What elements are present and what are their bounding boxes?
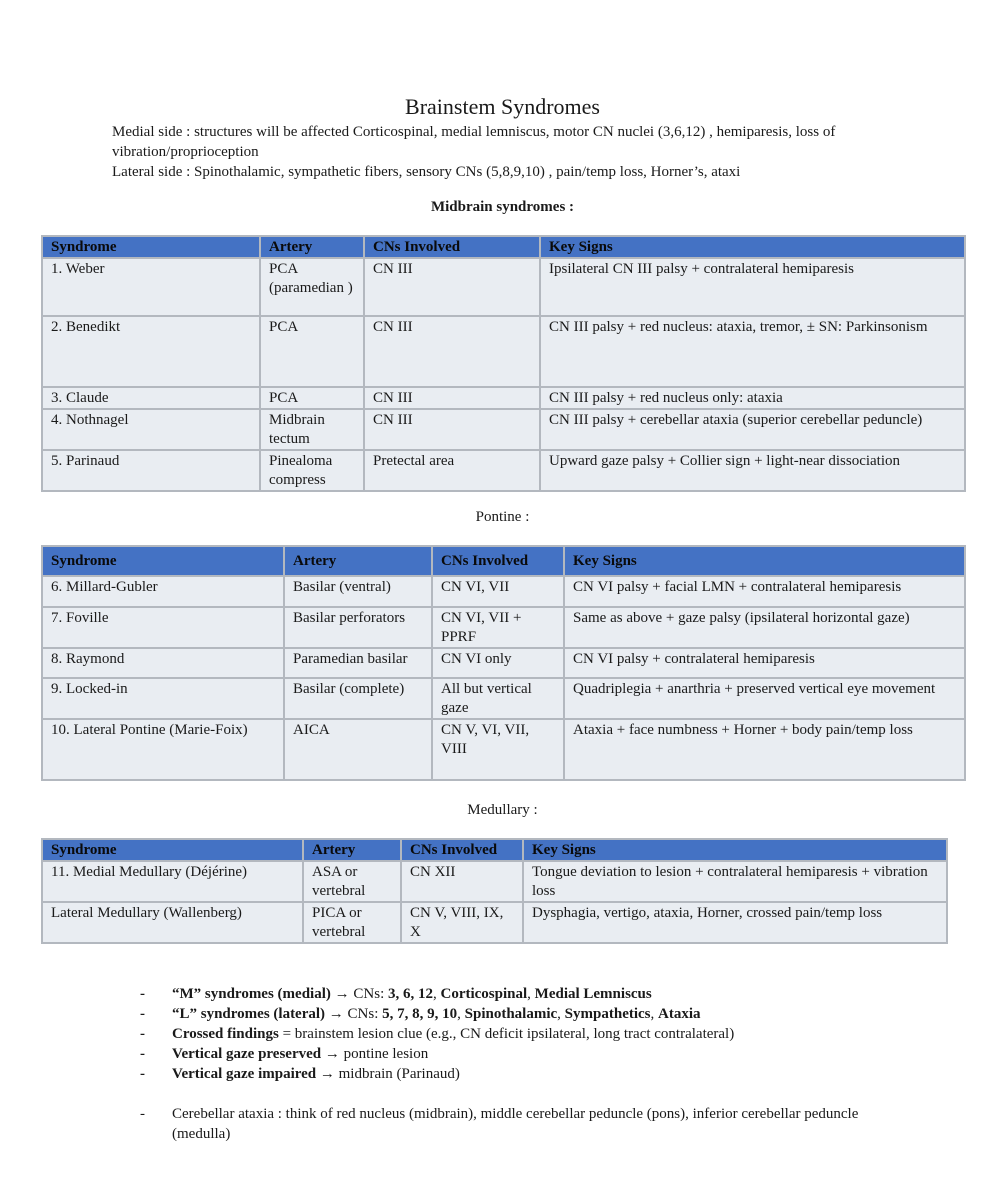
bullet-dash: - — [140, 986, 145, 1002]
bullet-dash: - — [140, 1026, 145, 1042]
header-artery: Artery — [260, 236, 364, 258]
cell-artery: PICA or vertebral — [303, 902, 401, 943]
cell-key-signs: CN VI palsy + contralateral hemiparesis — [564, 648, 965, 678]
cell-cns: CN VI, VII + PPRF — [432, 607, 564, 648]
cell-key-signs: CN III palsy + red nucleus only: ataxia — [540, 387, 965, 409]
table-row — [42, 861, 947, 902]
table-row — [42, 902, 947, 943]
bullet-text: Crossed findings = brainstem lesion clue (e.g., CN deficit ipsilateral, long tract contralateral) — [172, 1026, 735, 1042]
cell-cns: CN V, VIII, IX, X — [401, 902, 523, 943]
cell-cns: All but vertical gaze — [432, 678, 564, 719]
bullet-text: “L” syndromes (lateral) → CNs: 5, 7, 8, 9, 10, Spinothalamic, Sympathetics, Ataxia — [172, 1006, 701, 1022]
bullet-text: “M” syndromes (medial) → CNs: 3, 6, 12, Corticospinal, Medial Lemniscus — [172, 986, 652, 1002]
list-item — [140, 1044, 940, 1064]
cerebellar-note — [140, 1104, 900, 1144]
cell-cns: CN VI only — [432, 648, 564, 678]
list-item — [140, 1064, 940, 1084]
bullet-dash: - — [140, 1106, 145, 1122]
pontine-table — [41, 545, 966, 781]
cell-key-signs: Ataxia + face numbness + Horner + body pain/temp loss — [564, 719, 965, 780]
cell-key-signs: Tongue deviation to lesion + contralateral hemiparesis + vibration loss — [523, 861, 947, 902]
cell-key-signs: Same as above + gaze palsy (ipsilateral horizontal gaze) — [564, 607, 965, 648]
cell-key-signs: CN VI palsy + facial LMN + contralateral hemiparesis — [564, 576, 965, 607]
cell-artery: Pinealoma compress — [260, 450, 364, 491]
cell-artery: Basilar perforators — [284, 607, 432, 648]
cell-cns: CN III — [364, 258, 540, 316]
table-row — [42, 409, 965, 450]
cell-cns: CN III — [364, 387, 540, 409]
lateral-side-text: Lateral side : Spinothalamic, sympathetic fibers, sensory CNs (5,8,9,10) , pain/temp loss, Horner’s, ataxi — [112, 164, 741, 180]
cell-syndrome: 4. Nothnagel — [42, 409, 260, 450]
bullet-text: Vertical gaze preserved → pontine lesion — [172, 1046, 429, 1062]
medullary-heading: Medullary : — [467, 802, 538, 818]
cell-artery: Basilar (ventral) — [284, 576, 432, 607]
cell-syndrome: 5. Parinaud — [42, 450, 260, 491]
list-item — [140, 1024, 940, 1044]
cell-syndrome: Lateral Medullary (Wallenberg) — [42, 902, 303, 943]
cell-artery: ASA or vertebral — [303, 861, 401, 902]
page-title: Brainstem Syndromes — [405, 94, 600, 119]
cell-artery: PCA — [260, 316, 364, 387]
header-cns: CNs Involved — [364, 236, 540, 258]
cell-cns: CN VI, VII — [432, 576, 564, 607]
note-text: Cerebellar ataxia : think of red nucleus (midbrain), middle cerebellar peduncle (pons), inferior cerebellar peduncle (medulla) — [172, 1106, 859, 1142]
table-header-row — [42, 236, 965, 258]
cell-artery: PCA — [260, 387, 364, 409]
cell-key-signs: Upward gaze palsy + Collier sign + light-near dissociation — [540, 450, 965, 491]
cell-key-signs: CN III palsy + red nucleus: ataxia, tremor, ± SN: Parkinsonism — [540, 316, 965, 387]
header-artery: Artery — [303, 839, 401, 861]
cell-syndrome: 9. Locked-in — [42, 678, 284, 719]
cell-key-signs: Quadriplegia + anarthria + preserved vertical eye movement — [564, 678, 965, 719]
cell-syndrome: 1. Weber — [42, 258, 260, 316]
medial-side-text: Medial side : structures will be affected Corticospinal, medial lemniscus, motor CN nuclei (3,6,12) , hemiparesis, loss of vibration/proprioception — [112, 124, 836, 160]
bullet-dash: - — [140, 1046, 145, 1062]
header-artery: Artery — [284, 546, 432, 576]
cell-key-signs: CN III palsy + cerebellar ataxia (superior cerebellar peduncle) — [540, 409, 965, 450]
table-header-row — [42, 546, 965, 576]
table-row — [42, 387, 965, 409]
cell-artery: Paramedian basilar — [284, 648, 432, 678]
cell-artery: PCA (paramedian ) — [260, 258, 364, 316]
cell-cns: CN III — [364, 409, 540, 450]
cell-syndrome: 7. Foville — [42, 607, 284, 648]
header-syndrome: Syndrome — [42, 236, 260, 258]
medullary-table — [41, 838, 948, 944]
header-syndrome: Syndrome — [42, 546, 284, 576]
cell-cns: CN III — [364, 316, 540, 387]
pontine-heading: Pontine : — [475, 509, 530, 525]
cell-cns: Pretectal area — [364, 450, 540, 491]
bullet-dash: - — [140, 1006, 145, 1022]
cell-cns: CN V, VI, VII, VIII — [432, 719, 564, 780]
header-key-signs: Key Signs — [523, 839, 947, 861]
header-cns: CNs Involved — [432, 546, 564, 576]
cell-artery: AICA — [284, 719, 432, 780]
table-row — [42, 607, 965, 648]
header-key-signs: Key Signs — [540, 236, 965, 258]
table-row — [42, 719, 965, 780]
midbrain-heading: Midbrain syndromes : — [430, 199, 575, 215]
cell-syndrome: 8. Raymond — [42, 648, 284, 678]
table-row — [42, 450, 965, 491]
cell-key-signs: Ipsilateral CN III palsy + contralateral hemiparesis — [540, 258, 965, 316]
bullet-text: Vertical gaze impaired → midbrain (Parinaud) — [172, 1066, 460, 1082]
summary-bullets — [140, 984, 940, 1084]
intro-block — [112, 122, 892, 182]
cell-key-signs: Dysphagia, vertigo, ataxia, Horner, crossed pain/temp loss — [523, 902, 947, 943]
list-item — [140, 1004, 940, 1024]
table-row — [42, 678, 965, 719]
cell-syndrome: 2. Benedikt — [42, 316, 260, 387]
cell-syndrome: 3. Claude — [42, 387, 260, 409]
midbrain-table — [41, 235, 966, 492]
list-item — [140, 984, 940, 1004]
cell-cns: CN XII — [401, 861, 523, 902]
cell-syndrome: 10. Lateral Pontine (Marie-Foix) — [42, 719, 284, 780]
table-row — [42, 648, 965, 678]
table-row — [42, 316, 965, 387]
cell-artery: Basilar (complete) — [284, 678, 432, 719]
table-row — [42, 258, 965, 316]
table-header-row — [42, 839, 947, 861]
table-row — [42, 576, 965, 607]
cell-artery: Midbrain tectum — [260, 409, 364, 450]
header-cns: CNs Involved — [401, 839, 523, 861]
bullet-dash: - — [140, 1066, 145, 1082]
cell-syndrome: 11. Medial Medullary (Déjérine) — [42, 861, 303, 902]
cell-syndrome: 6. Millard-Gubler — [42, 576, 284, 607]
header-key-signs: Key Signs — [564, 546, 965, 576]
header-syndrome: Syndrome — [42, 839, 303, 861]
